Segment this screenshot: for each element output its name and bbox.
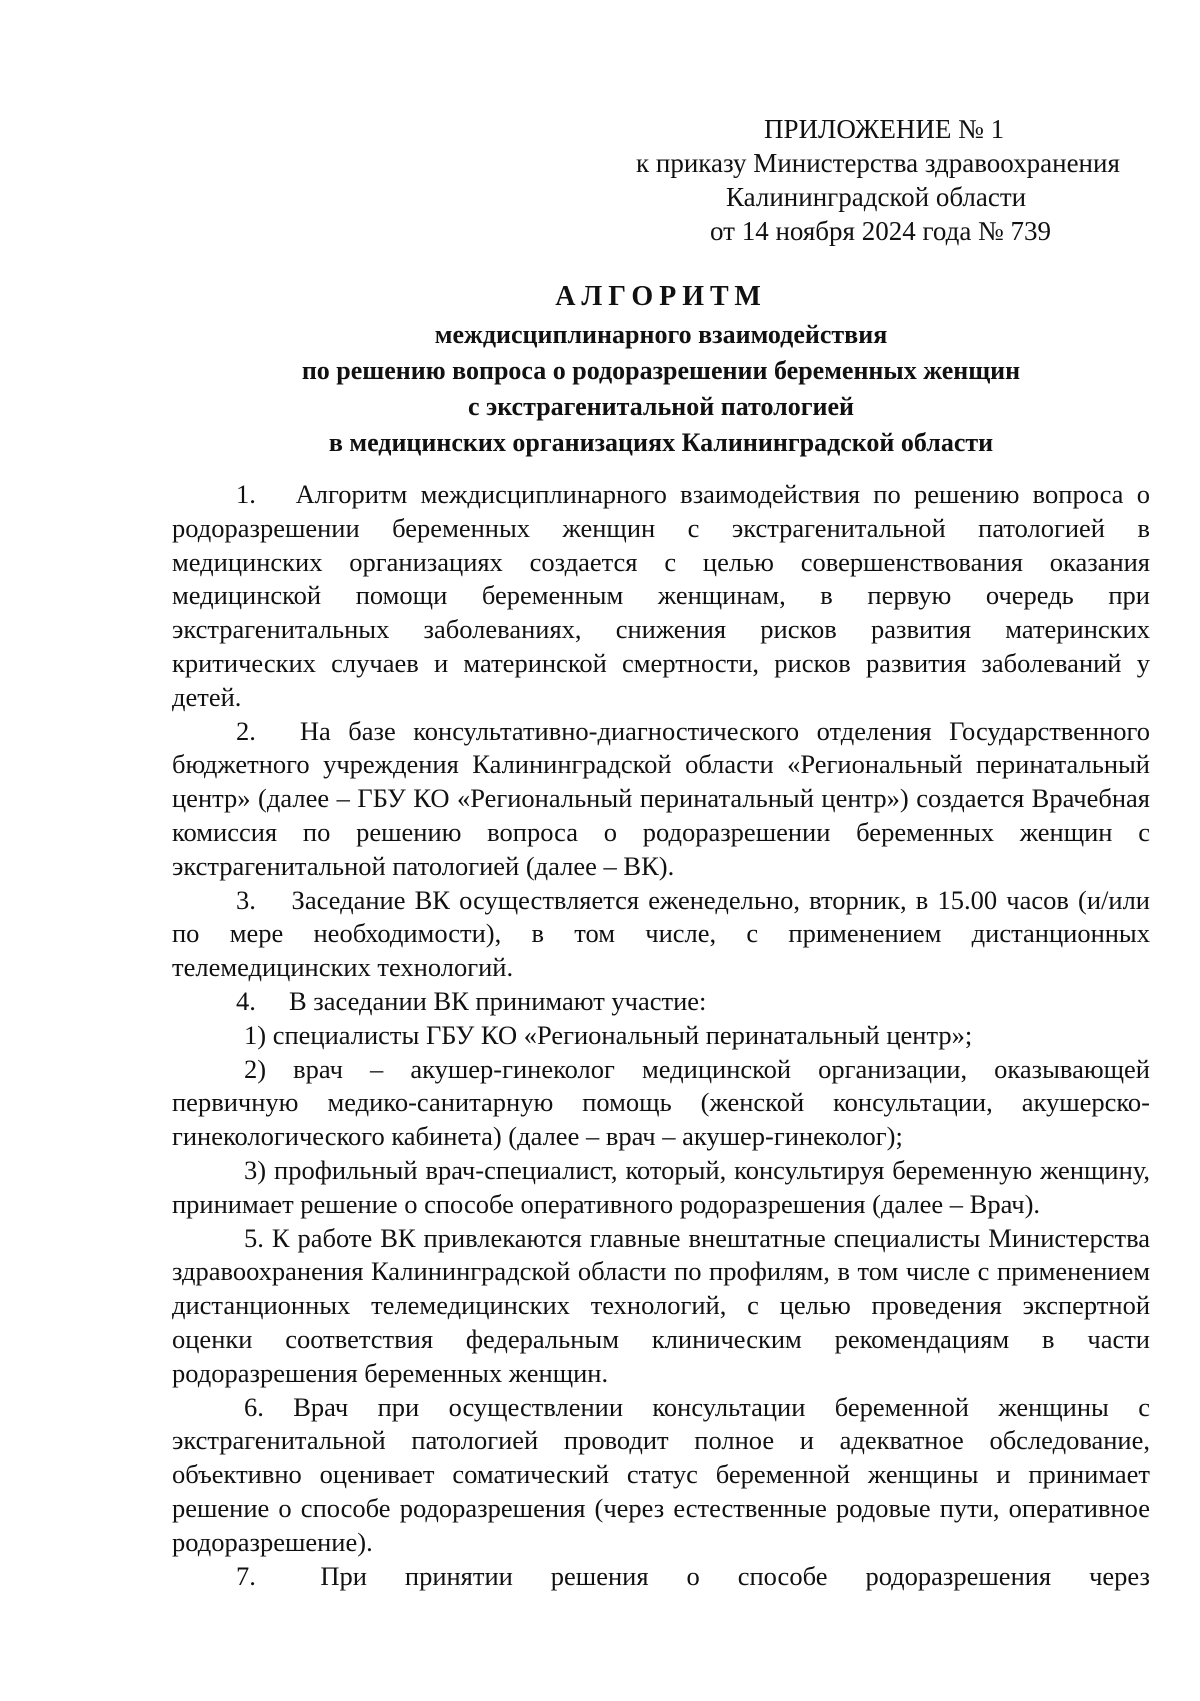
document-title	[170, 277, 1152, 461]
appendix-date: от 14 ноября 2024 года № 739	[710, 216, 1052, 246]
title-main: АЛГОРИТМ	[555, 281, 767, 312]
title-line-2: по решению вопроса о родоразрешении беременных женщин	[301, 356, 1021, 385]
paragraph-6: 6. Врач при осуществлении консультации беременной женщины с экстрагенитальной патологией проводит полное и адекватное обследование, объективно оценивает соматический статус беременной женщины и принимает решение о способе родоразрешения (через естественные родовые пути, оперативное родоразрешение).	[172, 1391, 1150, 1557]
paragraph-4: 4. В заседании ВК принимают участие:	[236, 985, 707, 1016]
title-line-3: с экстрагенитальной патологией	[467, 392, 855, 421]
appendix-number: ПРИЛОЖЕНИЕ № 1	[764, 114, 1005, 144]
title-line-1: междисциплинарного взаимодействия	[434, 320, 888, 349]
appendix-header	[600, 112, 1120, 248]
paragraph-7: 7. При принятии решения о способе родоразрешения через	[236, 1560, 1150, 1591]
appendix-region: Калининградской области	[726, 182, 1027, 212]
paragraph-3: 3. Заседание ВК осуществляется еженедельно, вторник, в 15.00 часов (и/или по мере необходимости), в том числе, с применением дистанционных телемедицинских технологий.	[172, 884, 1150, 983]
paragraph-5: 5. К работе ВК привлекаются главные внештатные специалисты Министерства здравоохранения Калининградской области по профилям, в том числе с применением дистанционных телемедицинских технологий, с целью проведения экспертной оценки соответствия федеральным клиническим рекомендациям в части родоразрешения беременных женщин.	[172, 1222, 1150, 1388]
paragraph-4-item-1: 1) специалисты ГБУ КО «Региональный перинатальный центр»;	[244, 1019, 973, 1050]
paragraph-1: 1. Алгоритм междисциплинарного взаимодействия по решению вопроса о родоразрешении беременных женщин с экстрагенитальной патологией в медицинских организациях создается с целью совершенствования оказания медицинской помощи беременным женщинам, в первую очередь при экстрагенитальных заболеваниях, снижения рисков развития материнских критических случаев и материнской смертности, рисков развития заболеваний у детей.	[172, 479, 1150, 712]
appendix-order-ref: к приказу Министерства здравоохранения	[636, 148, 1120, 178]
document-body	[172, 478, 1150, 1593]
paragraph-2: 2. На базе консультативно-диагностического отделения Государственного бюджетного учреждения Калининградской области «Региональный перинатальный центр» (далее – ГБУ КО «Региональный перинатальный центр») создается Врачебная комиссия по решению вопроса о родоразрешении беременных женщин с экстрагенитальной патологией (далее – ВК).	[172, 715, 1150, 881]
paragraph-4-item-3: 3) профильный врач-специалист, который, консультируя беременную женщину, принимает решение о способе оперативного родоразрешения (далее – Врач).	[172, 1154, 1150, 1219]
title-line-4: в медицинских организациях Калининградской области	[328, 428, 994, 457]
paragraph-4-item-2: 2) врач – акушер-гинеколог медицинской организации, оказывающей первичную медико-санитарную помощь (женской консультации, акушерско-гинекологического кабинета) (далее – врач – акушер-гинеколог);	[172, 1053, 1150, 1152]
